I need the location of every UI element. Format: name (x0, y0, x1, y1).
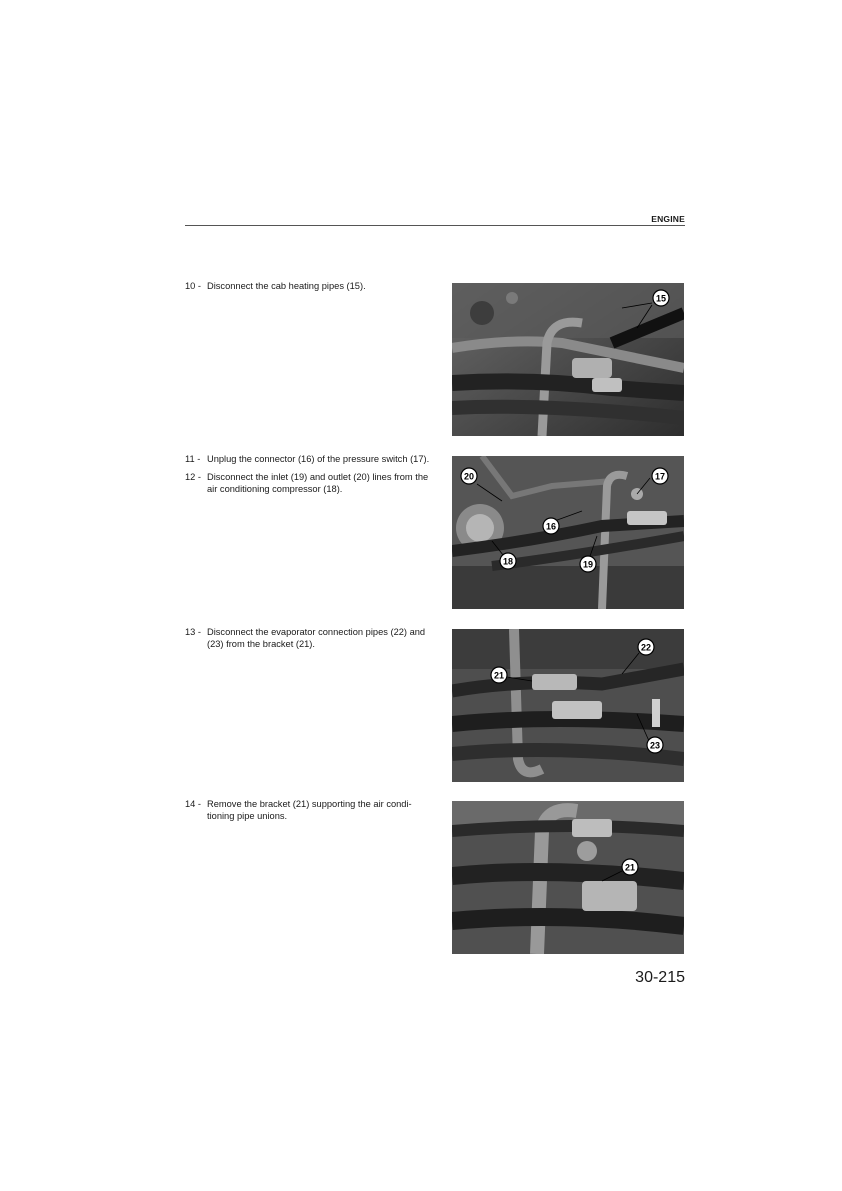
callout-label: 22 (640, 642, 652, 653)
photo-compressor-lines (452, 456, 684, 609)
photo-evaporator-pipes (452, 629, 684, 782)
step-number: 11 - (185, 454, 201, 464)
callout-label: 20 (463, 471, 475, 482)
step-block-10 (185, 280, 435, 298)
step-number: 12 - (185, 472, 202, 482)
header-rule (185, 225, 685, 226)
step-instruction: Disconnect the inlet (19) and outlet (20) lines from the air conditioning compressor (18). (207, 472, 429, 494)
step-instruction: Unplug the connector (16) of the pressure switch (17). (207, 454, 430, 464)
engine-photo-illustration (452, 801, 684, 954)
step-10 (185, 280, 435, 292)
callout-label: 15 (655, 293, 667, 304)
step-block-14 (185, 798, 435, 828)
step-instruction: Remove the bracket (21) supporting the air condi-tioning pipe unions. (207, 799, 412, 821)
callout-label: 19 (582, 559, 594, 570)
section-title: ENGINE (651, 214, 685, 224)
photo-bracket-removal (452, 801, 684, 954)
step-instruction: Disconnect the cab heating pipes (15). (207, 281, 366, 291)
step-number: 10 - (185, 281, 202, 291)
step-12 (185, 471, 435, 495)
step-13 (185, 626, 435, 650)
callout-label: 16 (545, 521, 557, 532)
callout-label: 21 (624, 862, 636, 873)
engine-photo-illustration (452, 283, 684, 436)
callout-label: 23 (649, 740, 661, 751)
photo-cab-heating-pipes (452, 283, 684, 436)
callout-label: 17 (654, 471, 666, 482)
step-block-11-12 (185, 453, 435, 501)
callout-label: 21 (493, 670, 505, 681)
step-number: 13 - (185, 627, 202, 637)
step-block-13 (185, 626, 435, 656)
engine-photo-illustration (452, 456, 684, 609)
engine-photo-illustration (452, 629, 684, 782)
step-number: 14 - (185, 799, 202, 809)
callout-label: 18 (502, 556, 514, 567)
page-number: 30-215 (635, 969, 685, 986)
step-11 (185, 453, 435, 465)
step-14 (185, 798, 435, 822)
step-instruction: Disconnect the evaporator connection pipes (22) and (23) from the bracket (21). (207, 627, 426, 649)
